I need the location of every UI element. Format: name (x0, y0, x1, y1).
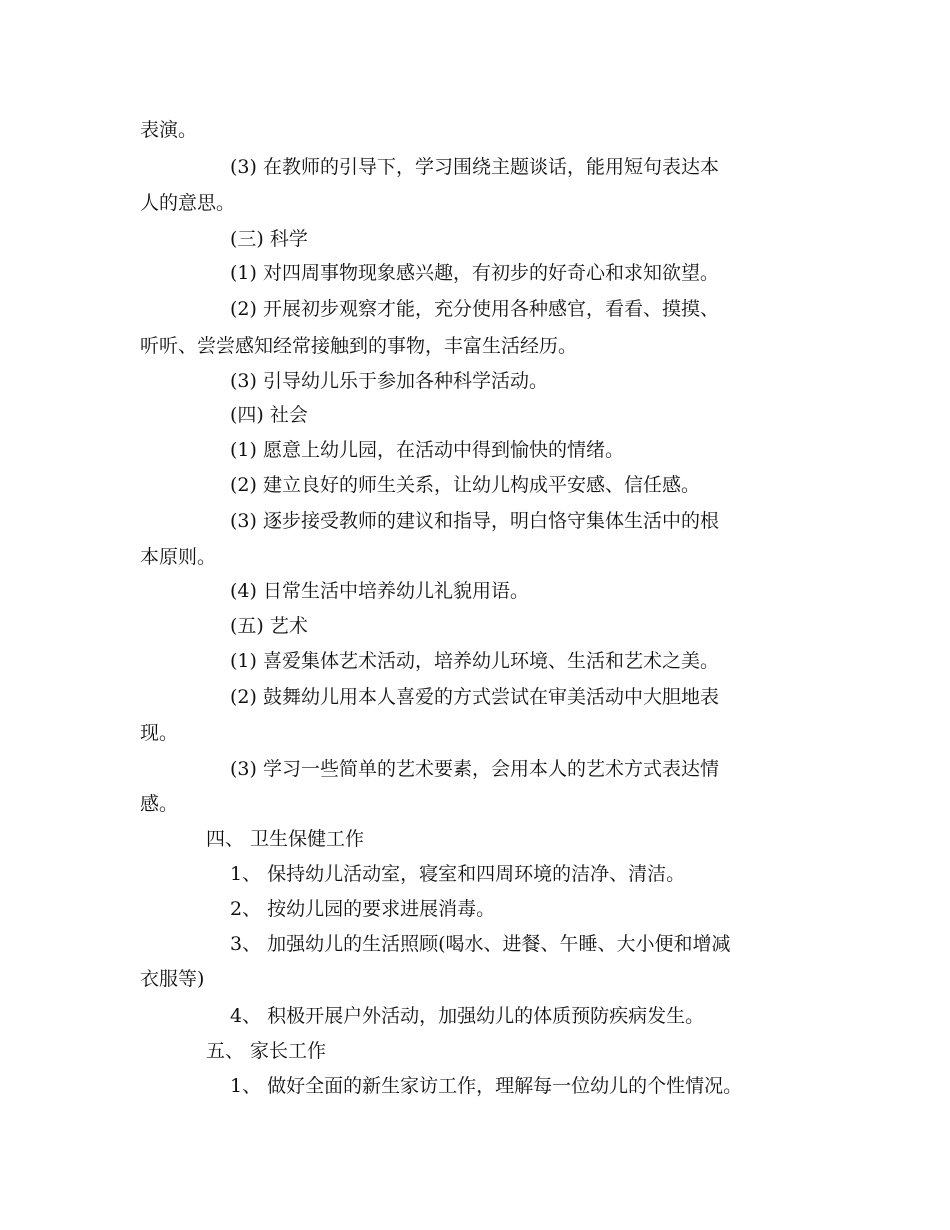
paragraph-line: 4、 积极开展户外活动，加强幼儿的体质预防疾病发生。 (230, 1005, 705, 1027)
paragraph-line: (3) 学习一些简单的艺术要素，会用本人的艺术方式表达情 (230, 758, 719, 780)
paragraph-line: (3) 在教师的引导下，学习围绕主题谈话，能用短句表达本 (230, 156, 719, 178)
paragraph-line: (1) 对四周事物现象感兴趣，有初步的好奇心和求知欲望。 (230, 262, 719, 284)
paragraph-line: 听听、尝尝感知经常接触到的事物，丰富生活经历。 (140, 335, 578, 357)
paragraph-line: (3) 逐步接受教师的建议和指导，明白恪守集体生活中的根 (230, 510, 719, 532)
paragraph-line: (1) 愿意上幼儿园，在活动中得到愉快的情绪。 (230, 439, 624, 461)
paragraph-line: 人的意思。 (140, 192, 236, 214)
paragraph-line: 衣服等) (140, 968, 205, 990)
section-heading: (三) 科学 (230, 228, 308, 250)
paragraph-line: 2、 按幼儿园的要求进展消毒。 (230, 898, 496, 920)
paragraph-line: (2) 鼓舞幼儿用本人喜爱的方式尝试在审美活动中大胆地表 (230, 686, 719, 708)
section-heading: 五、 家长工作 (206, 1040, 327, 1062)
paragraph-line: (2) 开展初步观察才能，充分使用各种感官，看看、摸摸、 (230, 298, 719, 320)
paragraph-line: (4) 日常生活中培养幼儿礼貌用语。 (230, 580, 529, 602)
paragraph-line: (1) 喜爱集体艺术活动，培养幼儿环境、生活和艺术之美。 (230, 650, 719, 672)
paragraph-line: 表演。 (140, 119, 198, 141)
paragraph-line: (2) 建立良好的师生关系，让幼儿构成平安感、信任感。 (230, 474, 700, 496)
paragraph-line: 现。 (140, 722, 179, 744)
section-heading: (四) 社会 (230, 404, 308, 426)
paragraph-line: 本原则。 (140, 546, 217, 568)
paragraph-line: 3、 加强幼儿的生活照顾(喝水、进餐、午睡、大小便和增减 (230, 933, 731, 955)
section-heading: (五) 艺术 (230, 615, 308, 637)
paragraph-line: 1、 保持幼儿活动室，寝室和四周环境的洁净、清洁。 (230, 863, 686, 885)
section-heading: 四、 卫生保健工作 (206, 828, 365, 850)
paragraph-line: (3) 引导幼儿乐于参加各种科学活动。 (230, 370, 548, 392)
paragraph-line: 感。 (140, 793, 179, 815)
paragraph-line: 1、 做好全面的新生家访工作，理解每一位幼儿的个性情况。 (230, 1075, 743, 1097)
